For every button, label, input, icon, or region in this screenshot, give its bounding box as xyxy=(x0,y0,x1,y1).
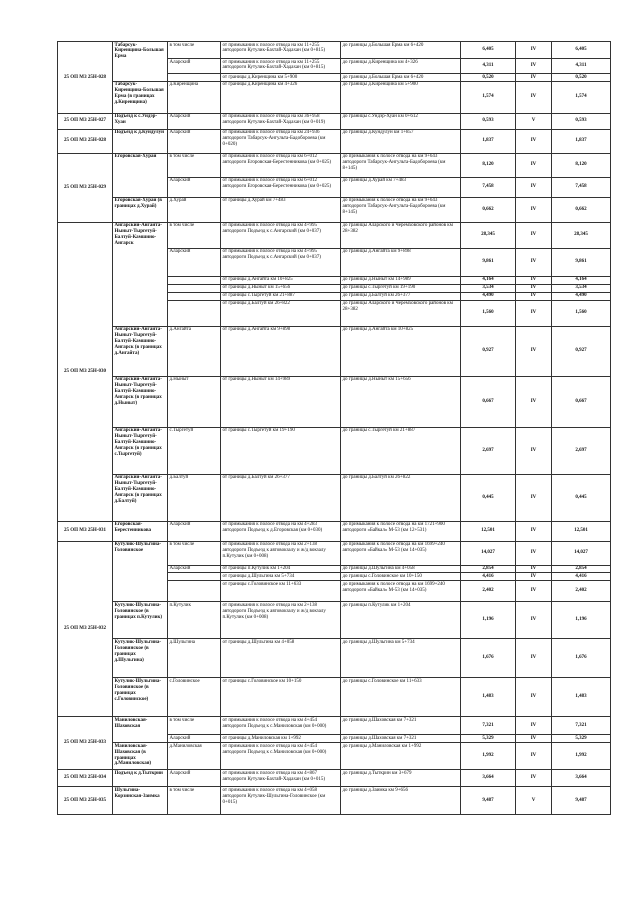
total-length-cell: 4,416 xyxy=(552,573,611,581)
total-length-cell: 0,520 xyxy=(552,74,611,82)
length-cell: 3,664 xyxy=(461,770,516,787)
length-cell: 1,483 xyxy=(461,678,516,717)
district-cell: Аларский xyxy=(168,521,221,541)
end-point-cell: до границы п.Кутулик км 1+204 xyxy=(341,602,461,639)
road-name-cell: Подъезд к с.Ундэр-Хуан xyxy=(113,113,168,129)
length-cell: 0,927 xyxy=(461,326,516,376)
table-row xyxy=(58,787,611,815)
start-point-cell: от границы с.Тыргетуй км 19+190 xyxy=(221,427,341,474)
end-point-cell: до границы д.Заимка км 9+656 xyxy=(341,787,461,815)
start-point-cell: от примыкания к полосе отвода на км 6+012 автодороги Егоровская-Берестенникова (км 0+025) xyxy=(221,153,341,177)
end-point-cell: до границы д.Тыткрин км 3+679 xyxy=(341,770,461,787)
length-cell: 2,697 xyxy=(461,427,516,474)
table-row xyxy=(58,717,611,735)
table-row xyxy=(58,541,611,565)
table-row xyxy=(58,743,611,770)
total-length-cell: 2,697 xyxy=(552,427,611,474)
end-point-cell: до примыкания к полосе отвода на км 9+643 автодороги Табарсук-Ангульта-Бадобороева (км 8+145) xyxy=(341,197,461,222)
category-cell: IV xyxy=(516,565,552,573)
table-row xyxy=(58,326,611,376)
category-cell: IV xyxy=(516,581,552,602)
total-length-cell: 2,854 xyxy=(552,565,611,573)
total-length-cell: 0,445 xyxy=(552,474,611,521)
road-name-cell: Ангарский-Ангайта-Ныныт-Тыргетуй-Балтуй-Камшино-Ангарск xyxy=(113,222,168,326)
length-cell: 1,837 xyxy=(461,129,516,153)
road-name-cell: Ангарский-Ангайта-Ныныт-Тыргетуй-Балтуй-Камшино-Ангарск (в границах д.Ангайта) xyxy=(113,326,168,376)
total-length-cell: 5,329 xyxy=(552,735,611,743)
road-id-cell: 25 ОП МЗ 25Н-035 xyxy=(58,787,113,815)
category-cell: IV xyxy=(516,222,552,248)
start-point-cell: от границы д.Маниловская км 1+992 xyxy=(221,735,341,743)
district-cell: Аларский xyxy=(168,770,221,787)
end-point-cell: до границы с.Ундэр-Хуан км 0+612 xyxy=(341,113,461,129)
length-cell: 0,445 xyxy=(461,474,516,521)
start-point-cell: от границы д.Хурай км 7+483 xyxy=(221,197,341,222)
district-cell: д.Ангайта xyxy=(168,326,221,376)
total-length-cell: 6,405 xyxy=(552,42,611,59)
total-length-cell: 14,027 xyxy=(552,541,611,565)
category-cell: IV xyxy=(516,197,552,222)
length-cell: 1,574 xyxy=(461,81,516,113)
road-name-cell: Егоровская-Хурай (в границах д.Хурай) xyxy=(113,197,168,222)
category-cell: IV xyxy=(516,573,552,581)
road-name-cell: Ангарский-Ангайта-Ныныт-Тыргетуй-Балтуй-Камшино-Ангарск (в границах д.Ныныт) xyxy=(113,376,168,427)
length-cell: 14,027 xyxy=(461,541,516,565)
road-name-cell: Маниловская-Шаховская (в границах д.Маниловская) xyxy=(113,743,168,770)
length-cell: 28,345 xyxy=(461,222,516,248)
end-point-cell: до границы д.Балтуй км 26+822 xyxy=(341,474,461,521)
end-point-cell: до границы д.Шульгина км 4+058 xyxy=(341,565,461,573)
length-cell: 1,560 xyxy=(461,300,516,326)
total-length-cell: 4,311 xyxy=(552,59,611,74)
length-cell: 1,992 xyxy=(461,743,516,770)
start-point-cell: от границы д.Балтуй км 26+822 xyxy=(221,300,341,326)
district-cell: Аларский xyxy=(168,113,221,129)
road-name-cell: Подъезд к д.Кундулун xyxy=(113,129,168,153)
end-point-cell: до границы д.Шаховская км 7+321 xyxy=(341,717,461,735)
start-point-cell: от границы д.Киренщина км 5+900 xyxy=(221,74,341,82)
road-name-cell: Кутулик-Шульгина-Головинское xyxy=(113,541,168,602)
road-id-cell: 25 ОП МЗ 25Н-032 xyxy=(58,541,113,717)
district-cell: Аларский xyxy=(168,177,221,197)
length-cell: 2,854 xyxy=(461,565,516,573)
start-point-cell: от примыкания к полосе отвода на км 4+454 автодороги Подъезд к с.Маниловская (км 0+000) xyxy=(221,717,341,735)
start-point-cell: от примыкания к полосе отвода на км 4+867 автодороги Кутулик-Бахтай-Хадахан (км 0+015) xyxy=(221,770,341,787)
category-cell: IV xyxy=(516,541,552,565)
total-length-cell: 4,164 xyxy=(552,276,611,284)
district-cell: в том числе xyxy=(168,222,221,248)
table-row xyxy=(58,474,611,521)
length-cell: 2,402 xyxy=(461,581,516,602)
length-cell: 4,416 xyxy=(461,573,516,581)
road-id-cell: 25 ОП МЗ 25Н-028 xyxy=(58,129,113,153)
road-name-cell: Табарсук-Киренщина-Большая Ерма xyxy=(113,42,168,82)
road-name-cell: Кутулик-Шульгина-Головинское (в границах с.Головинское) xyxy=(113,678,168,717)
district-cell: в том числе xyxy=(168,717,221,735)
road-name-cell: Подъезд к д.Тыткрин xyxy=(113,770,168,787)
category-cell: V xyxy=(516,113,552,129)
table-row xyxy=(58,602,611,639)
district-cell: Аларский xyxy=(168,565,221,573)
district-cell: в том числе xyxy=(168,153,221,177)
total-length-cell: 1,992 xyxy=(552,743,611,770)
category-cell: IV xyxy=(516,177,552,197)
total-length-cell: 12,501 xyxy=(552,521,611,541)
road-id-cell: 25 ОП МЗ 25Н-030 xyxy=(58,222,113,521)
road-name-cell: Егоровская-Берестенникова xyxy=(113,521,168,541)
table-row xyxy=(58,639,611,678)
category-cell: IV xyxy=(516,376,552,427)
start-point-cell: от примыкания к полосе отвода на км 4+995 автодороги Подъезд к с.Ангарский (км 0+037) xyxy=(221,222,341,248)
start-point-cell: от границы с.Тыргетуй км 21+887 xyxy=(221,292,341,300)
start-point-cell: от границы д.Ангайта км 9+898 xyxy=(221,326,341,376)
category-cell: IV xyxy=(516,678,552,717)
length-cell: 4,164 xyxy=(461,276,516,284)
total-length-cell: 3,534 xyxy=(552,284,611,292)
category-cell: IV xyxy=(516,521,552,541)
total-length-cell: 1,196 xyxy=(552,602,611,639)
table-row xyxy=(58,678,611,717)
length-cell: 0,662 xyxy=(461,197,516,222)
length-cell: 12,501 xyxy=(461,521,516,541)
district-cell xyxy=(168,292,221,300)
end-point-cell: до границы д.Большая Ерма км 6+420 xyxy=(341,74,461,82)
category-cell: IV xyxy=(516,743,552,770)
category-cell: IV xyxy=(516,153,552,177)
start-point-cell: от примыкания к полосе отвода на км 2+138 автодороги Подъезд к автовокзалу и ж/д вокзалу п.Кутулик (км 0+008) xyxy=(221,602,341,639)
total-length-cell: 7,321 xyxy=(552,717,611,735)
category-cell: IV xyxy=(516,735,552,743)
category-cell: IV xyxy=(516,639,552,678)
end-point-cell: до границы Аларского и Черемховского районов км 28+382 xyxy=(341,300,461,326)
road-name-cell: Ангарский-Ангайта-Ныныт-Тыргетуй-Балтуй-Камшино-Ангарск (в границах с.Тыргетуй) xyxy=(113,427,168,474)
district-cell xyxy=(168,284,221,292)
road-name-cell: Ангарский-Ангайта-Ныныт-Тыргетуй-Балтуй-Камшино-Ангарск (в границах д.Балтуй) xyxy=(113,474,168,521)
category-cell: IV xyxy=(516,42,552,59)
end-point-cell: до границы д.Кундулун км 1+857 xyxy=(341,129,461,153)
district-cell: д.Киренщина xyxy=(168,81,221,113)
start-point-cell: от границы д.Киренщина км 4+326 xyxy=(221,81,341,113)
category-cell: IV xyxy=(516,129,552,153)
road-name-cell: Шульгина-Корзинская-Заимка xyxy=(113,787,168,815)
length-cell: 0,520 xyxy=(461,74,516,82)
total-length-cell: 0,667 xyxy=(552,376,611,427)
start-point-cell: от примыкания к полосе отвода на км 24+936 автодороги Табарсук-Ангульта-Бадобороева (км 0+020) xyxy=(221,129,341,153)
start-point-cell: от примыкания к полосе отвода на км 6+012 автодороги Егоровская-Берестенникова (км 0+025) xyxy=(221,177,341,197)
length-cell: 3,534 xyxy=(461,284,516,292)
total-length-cell: 0,593 xyxy=(552,113,611,129)
length-cell: 1,196 xyxy=(461,602,516,639)
start-point-cell: от примыкания к полосе отвода на км 4+454 автодороги Подъезд к с.Маниловская (км 0+000) xyxy=(221,743,341,770)
total-length-cell: 1,676 xyxy=(552,639,611,678)
district-cell: Аларский xyxy=(168,248,221,276)
start-point-cell: от границы с.Головинское км 10+150 xyxy=(221,678,341,717)
table-row xyxy=(58,197,611,222)
table-row xyxy=(58,42,611,59)
end-point-cell: до границы с.Тыргетуй км 21+887 xyxy=(341,427,461,474)
end-point-cell: до примыкания к полосе отвода на км 9+643 автодороги Табарсук-Ангульта-Бадобороева (км 8+145) xyxy=(341,153,461,177)
table-row xyxy=(58,153,611,177)
district-cell: п.Кутулик xyxy=(168,602,221,639)
length-cell: 1,676 xyxy=(461,639,516,678)
category-cell: IV xyxy=(516,770,552,787)
end-point-cell: до границы д.Большая Ерма км 6+420 xyxy=(341,42,461,59)
category-cell: IV xyxy=(516,74,552,82)
start-point-cell: от границы д.Ангайта км 10+825 xyxy=(221,276,341,284)
district-cell xyxy=(168,276,221,284)
road-name-cell: Кутулик-Шульгина-Головинское (в границах д.Шульгина) xyxy=(113,639,168,678)
road-name-cell: Маниловская-Шаховская xyxy=(113,717,168,743)
length-cell: 6,405 xyxy=(461,42,516,59)
table-row xyxy=(58,427,611,474)
category-cell: V xyxy=(516,787,552,815)
end-point-cell: до границы д.Киренщина км 4+326 xyxy=(341,59,461,74)
total-length-cell: 0,662 xyxy=(552,197,611,222)
end-point-cell: до примыкания к полосе отвода на км 1699+240 автодороги «Байкал» М-53 (км 14+035) xyxy=(341,581,461,602)
district-cell: Аларский xyxy=(168,735,221,743)
length-cell: 8,120 xyxy=(461,153,516,177)
end-point-cell: до примыкания к полосе отвода на км 1721+900 автодороги «Байкал» М-53 (км 12+531) xyxy=(341,521,461,541)
road-id-cell: 25 ОП МЗ 25Н-033 xyxy=(58,717,113,770)
start-point-cell: от границы д.Шульгина км 4+058 xyxy=(221,639,341,678)
category-cell: IV xyxy=(516,300,552,326)
end-point-cell: до границы д.Маниловская км 1+992 xyxy=(341,743,461,770)
end-point-cell: до границы д.Хурай км 7+483 xyxy=(341,177,461,197)
total-length-cell: 0,927 xyxy=(552,326,611,376)
road-name-cell: Кутулик-Шульгина-Головинское (в границах п.Кутулик) xyxy=(113,602,168,639)
start-point-cell: от границы д.Ныныт км 14+989 xyxy=(221,376,341,427)
category-cell: IV xyxy=(516,248,552,276)
road-id-cell: 25 ОП МЗ 25Н-031 xyxy=(58,521,113,541)
start-point-cell: от границы п.Кутулик км 1+204 xyxy=(221,565,341,573)
category-cell: IV xyxy=(516,602,552,639)
road-id-cell: 25 ОП МЗ 25Н-029 xyxy=(58,153,113,222)
length-cell: 0,667 xyxy=(461,376,516,427)
total-length-cell: 1,837 xyxy=(552,129,611,153)
district-cell xyxy=(168,573,221,581)
start-point-cell: от границы д.Балтуй км 26+377 xyxy=(221,474,341,521)
total-length-cell: 1,483 xyxy=(552,678,611,717)
length-cell: 0,593 xyxy=(461,113,516,129)
category-cell: IV xyxy=(516,474,552,521)
end-point-cell: до границы д.Киренщина км 5+900 xyxy=(341,81,461,113)
category-cell: IV xyxy=(516,292,552,300)
start-point-cell: от примыкания к полосе отвода на км 2+138 автодороги Подъезд к автовокзалу и ж/д вокзалу п.Кутулик (км 0+008) xyxy=(221,541,341,565)
category-cell: IV xyxy=(516,427,552,474)
road-id-cell: 25 ОП МЗ 25Н-028 xyxy=(58,42,113,114)
table-row xyxy=(58,770,611,787)
total-length-cell: 9,487 xyxy=(552,787,611,815)
length-cell: 4,311 xyxy=(461,59,516,74)
length-cell: 4,490 xyxy=(461,292,516,300)
total-length-cell: 2,402 xyxy=(552,581,611,602)
end-point-cell: до границы д.Шаховская км 7+321 xyxy=(341,735,461,743)
total-length-cell: 4,490 xyxy=(552,292,611,300)
end-point-cell: до границы с.Тыргетуй км 19+190 xyxy=(341,284,461,292)
district-cell: с.Головинское xyxy=(168,678,221,717)
road-name-cell: Табарсук-Киренщина-Большая Ерма (в границах д.Киренщина) xyxy=(113,81,168,113)
table-row xyxy=(58,81,611,113)
start-point-cell: от примыкания к полосе отвода на км 4+283 автодороги Подъезд к д.Егоровская (км 0+030) xyxy=(221,521,341,541)
end-point-cell: до границы с.Головинское км 10+150 xyxy=(341,573,461,581)
end-point-cell: до примыкания к полосе отвода на км 1699+240 автодороги «Байкал» М-53 (км 14+035) xyxy=(341,541,461,565)
table-row xyxy=(58,129,611,153)
district-cell: д.Хурай xyxy=(168,197,221,222)
category-cell: IV xyxy=(516,284,552,292)
end-point-cell: до границы Аларского и Черемховского районов км 28+382 xyxy=(341,222,461,248)
end-point-cell: до границы д.Ангайта км 10+825 xyxy=(341,326,461,376)
district-cell: в том числе xyxy=(168,787,221,815)
table-row xyxy=(58,521,611,541)
table-row xyxy=(58,222,611,248)
district-cell: д.Маниловская xyxy=(168,743,221,770)
total-length-cell: 3,664 xyxy=(552,770,611,787)
length-cell: 5,329 xyxy=(461,735,516,743)
district-cell xyxy=(168,74,221,82)
start-point-cell: от примыкания к полосе отвода на км 4+058 автодороги Кутулик-Шульгина-Головинское (км 0+015) xyxy=(221,787,341,815)
end-point-cell: до границы д.Шульгина км 5+734 xyxy=(341,639,461,678)
district-cell: Аларский xyxy=(168,59,221,74)
category-cell: IV xyxy=(516,326,552,376)
district-cell: в том числе xyxy=(168,42,221,59)
start-point-cell: от границы с.Головинское км 11+633 xyxy=(221,581,341,602)
total-length-cell: 28,345 xyxy=(552,222,611,248)
district-cell: Аларский xyxy=(168,129,221,153)
start-point-cell: от примыкания к полосе отвода на км 11+255 автодороги Кутулик-Бахтай-Хадахан (км 0+815) xyxy=(221,59,341,74)
district-cell: д.Ныныт xyxy=(168,376,221,427)
category-cell: IV xyxy=(516,276,552,284)
category-cell: IV xyxy=(516,717,552,735)
road-name-cell: Егоровская-Хурай xyxy=(113,153,168,197)
district-cell xyxy=(168,300,221,326)
road-id-cell: 25 ОП МЗ 25Н-034 xyxy=(58,770,113,787)
end-point-cell: до границы д.Балтуй км 26+377 xyxy=(341,292,461,300)
road-id-cell: 25 ОП МЗ 25Н-027 xyxy=(58,113,113,129)
total-length-cell: 1,574 xyxy=(552,81,611,113)
total-length-cell: 9,861 xyxy=(552,248,611,276)
district-cell: в том числе xyxy=(168,541,221,565)
length-cell: 7,321 xyxy=(461,717,516,735)
table-row xyxy=(58,113,611,129)
length-cell: 7,458 xyxy=(461,177,516,197)
end-point-cell: до границы д.Ныныт км 15+656 xyxy=(341,376,461,427)
end-point-cell: до границы д.Ныныт км 14+989 xyxy=(341,276,461,284)
length-cell: 9,487 xyxy=(461,787,516,815)
start-point-cell: от примыкания к полосе отвода на км 11+255 автодороги Кутулик-Бахтай-Хадахан (км 0+815) xyxy=(221,42,341,59)
start-point-cell: от примыкания к полосе отвода на км 4+995 автодороги Подъезд к с.Ангарский (км 0+037) xyxy=(221,248,341,276)
category-cell: IV xyxy=(516,81,552,113)
table-row xyxy=(58,376,611,427)
district-cell: д.Балтуй xyxy=(168,474,221,521)
category-cell: IV xyxy=(516,59,552,74)
district-cell: д.Шульгина xyxy=(168,639,221,678)
length-cell: 9,861 xyxy=(461,248,516,276)
total-length-cell: 1,560 xyxy=(552,300,611,326)
start-point-cell: от примыкания к полосе отвода на км 36+958 автодороги Кутулик-Бахтай-Хадахан (км 0+019) xyxy=(221,113,341,129)
end-point-cell: до границы д.Ангайта км 9+898 xyxy=(341,248,461,276)
total-length-cell: 8,120 xyxy=(552,153,611,177)
start-point-cell: от границы д.Ныныт км 15+656 xyxy=(221,284,341,292)
district-cell: с.Тыргетуй xyxy=(168,427,221,474)
total-length-cell: 7,458 xyxy=(552,177,611,197)
roads-table xyxy=(57,41,611,815)
district-cell xyxy=(168,581,221,602)
end-point-cell: до границы с.Головинское км 11+633 xyxy=(341,678,461,717)
start-point-cell: от границы д.Шульгина км 5+734 xyxy=(221,573,341,581)
